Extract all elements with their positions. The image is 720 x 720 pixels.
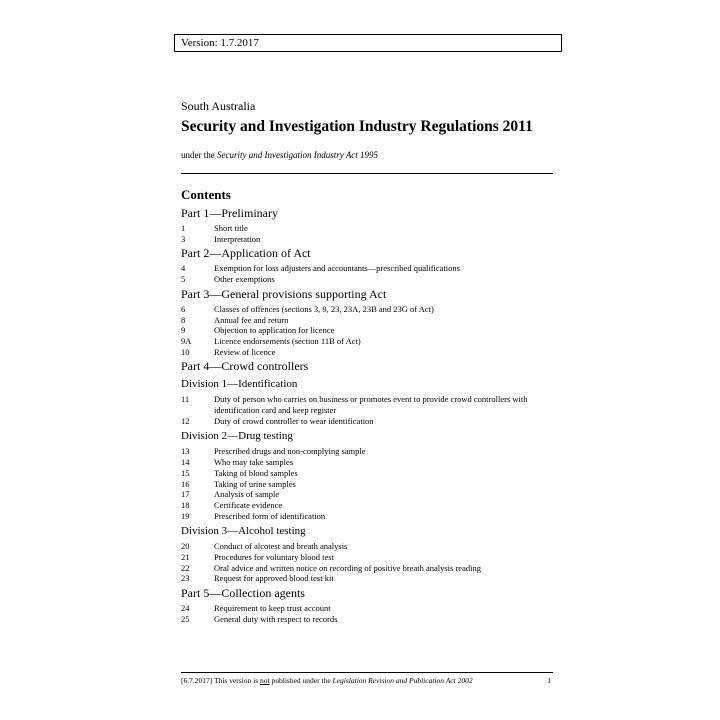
table-of-contents: [181, 186, 553, 625]
part-heading: Part 4—Crowd controllers: [181, 359, 309, 374]
regulation-number: 11: [181, 394, 190, 405]
toc-entry: [181, 563, 553, 574]
regulation-number: 17: [181, 489, 190, 500]
toc-entry: [181, 416, 553, 427]
regulation-number: 10: [181, 346, 190, 357]
regulation-number: 9: [181, 325, 186, 336]
regulation-number: 8: [181, 314, 186, 325]
regulation-number: 25: [181, 613, 190, 624]
regulation-title: Interpretation: [214, 233, 261, 244]
version-box: [174, 34, 562, 52]
footer-note: [181, 676, 473, 685]
regulation-title: Other exemptions: [214, 274, 275, 285]
regulation-title: Procedures for voluntary blood test: [214, 552, 334, 563]
part-heading: Part 2—Application of Act: [181, 246, 311, 261]
regulation-title: Oral advice and written notice on recording of positive breath analysis reading: [214, 562, 481, 573]
regulation-title: Classes of offences (sections 3, 9, 23, 23A, 23B and 23G of Act): [214, 303, 434, 314]
toc-entry: [181, 468, 553, 479]
regulation-title: Duty of person who carries on business or promotes event to provide crowd controllers with identification card and keep register: [214, 394, 528, 416]
regulation-number: 1: [181, 223, 186, 233]
regulation-title: Analysis of sample: [214, 489, 280, 500]
regulation-title: Objection to application for licence: [214, 325, 335, 336]
bottom-rule: [181, 672, 553, 673]
toc-entry: [181, 234, 553, 245]
toc-entry: [181, 614, 553, 625]
toc-entry: [181, 347, 553, 358]
regulation-number: 22: [181, 562, 190, 573]
regulation-title: Duty of crowd controller to wear identification: [214, 415, 374, 426]
toc-entry: [181, 573, 553, 584]
regulation-number: 23: [181, 573, 190, 584]
footer-date: [6.7.2017] This version is: [181, 676, 261, 685]
regulation-title: Prescribed form of identification: [214, 510, 326, 521]
toc-entry: [181, 274, 553, 285]
footer-not: not: [260, 676, 270, 685]
footer-act: Legislation Revision and Publication Act 2002: [332, 676, 473, 685]
regulation-number: 24: [181, 603, 190, 614]
toc-entry: [181, 457, 553, 468]
part-heading: Part 1—Preliminary: [181, 206, 278, 220]
regulation-number: 13: [181, 446, 190, 457]
regulation-number: 16: [181, 478, 190, 489]
jurisdiction: South Australia: [181, 99, 256, 113]
toc-entry: [181, 500, 553, 511]
version-label: Version: 1.7.2017: [181, 37, 259, 49]
regulation-number: 12: [181, 415, 190, 426]
regulation-number: 9A: [181, 335, 192, 346]
regulation-title: Requirement to keep trust account: [214, 603, 331, 614]
page-number: 1: [547, 676, 551, 685]
regulation-number: 14: [181, 457, 190, 468]
regulation-number: 5: [181, 274, 186, 285]
regulation-title: Licence endorsements (section 11B of Act): [214, 335, 361, 346]
regulation-title: Taking of urine samples: [214, 478, 296, 489]
toc-entry: [181, 511, 553, 522]
regulation-title: Who may take samples: [214, 457, 294, 468]
toc-entry: [181, 336, 553, 347]
regulation-title: Certificate evidence: [214, 499, 283, 510]
toc-entry: [181, 394, 553, 415]
regulation-title: Conduct of alcotest and breath analysis: [214, 541, 348, 552]
enabling-act-name: Security and Investigation Industry Act 1995: [217, 150, 379, 160]
regulation-title: Taking of blood samples: [214, 467, 298, 478]
division-heading: Division 1—Identification: [181, 378, 298, 391]
document-title: Security and Investigation Industry Regulations 2011: [181, 118, 533, 135]
part-heading: Part 3—General provisions supporting Act: [181, 286, 387, 301]
toc-entry: [181, 479, 553, 490]
toc-entry: [181, 552, 553, 563]
regulation-title: Prescribed drugs and non-complying sample: [214, 446, 366, 457]
toc-entry: [181, 315, 553, 326]
toc-entry: [181, 325, 553, 336]
regulation-title: Exemption for loss adjusters and accountants—prescribed qualifications: [214, 263, 460, 274]
regulation-title: Short title: [214, 223, 248, 233]
regulation-title: General duty with respect to records: [214, 613, 338, 624]
regulation-title: Annual fee and return: [214, 314, 289, 325]
toc-entry: [181, 263, 553, 274]
regulation-title: Request for approved blood test kit: [214, 573, 334, 584]
regulation-number: 18: [181, 499, 190, 510]
toc-entry: [181, 446, 553, 457]
regulation-number: 15: [181, 467, 190, 478]
toc-entry: [181, 603, 553, 614]
footer-mid: published under the: [269, 676, 333, 685]
toc-entry: [181, 223, 553, 234]
regulation-number: 20: [181, 541, 190, 552]
regulation-number: 3: [181, 233, 186, 244]
contents-heading: Contents: [181, 187, 231, 202]
part-heading: Part 5—Collection agents: [181, 586, 305, 601]
toc-list: [181, 206, 553, 625]
enabling-act-line: [181, 150, 378, 160]
regulation-title: Review of licence: [214, 346, 276, 357]
regulation-number: 6: [181, 303, 186, 314]
toc-entry: [181, 541, 553, 552]
regulation-number: 4: [181, 263, 186, 274]
top-rule: [181, 173, 553, 174]
toc-entry: [181, 304, 553, 315]
division-heading: Division 3—Alcohol testing: [181, 525, 306, 538]
division-heading: Division 2—Drug testing: [181, 430, 293, 443]
under-prefix: under the: [181, 150, 217, 160]
regulation-number: 21: [181, 552, 190, 563]
toc-entry: [181, 489, 553, 500]
regulation-number: 19: [181, 510, 190, 521]
